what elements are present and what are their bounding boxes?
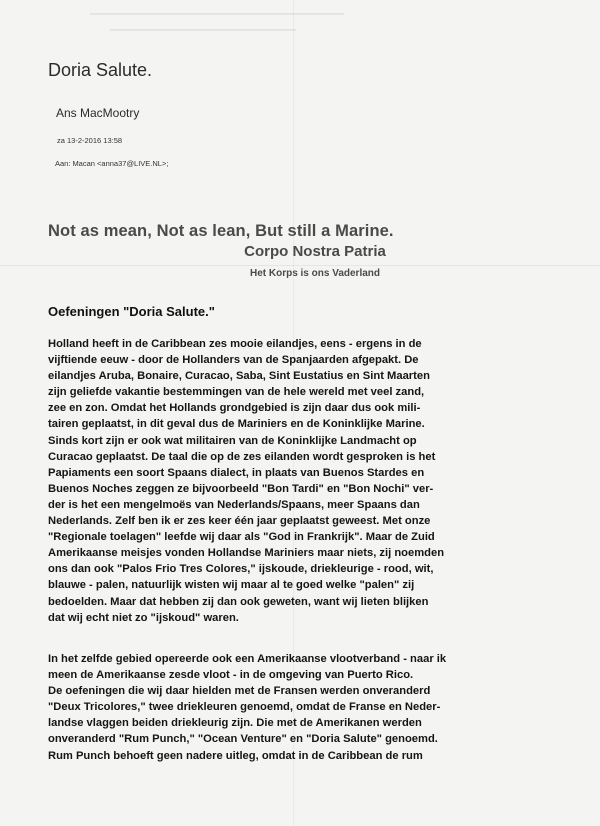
- paragraph-line: Rum Punch behoeft geen nadere uitleg, omdat in de Caribbean de rum: [48, 749, 423, 762]
- marine-motto: Not as mean, Not as lean, But still a Marine.: [48, 222, 394, 240]
- paragraph-line: der is het een mengelmoës van Nederlands/Spaans, meer Spaans dan: [48, 498, 420, 511]
- article-heading: Oefeningen "Doria Salute.": [48, 304, 215, 319]
- paragraph-line: De oefeningen die wij daar hielden met de Fransen werden onveranderd: [48, 685, 431, 698]
- paragraph-line: blauwe - palen, natuurlijk wisten wij maar al te goed welke "palen" zij: [48, 579, 415, 592]
- paragraph-line: Amerikaanse meisjes vonden Hollandse Mariniers maar niets, zij noemden: [48, 547, 445, 560]
- reverse-side-bleed-through: ▁▁▁▁▁▁▁▁▁▁▁▁▁▁▁▁▁▁▁▁▁▁▁▁▁▁▁▁▁▁ ▁▁▁▁▁▁▁▁▁▁▁▁▁▁▁▁▁▁▁▁▁▁: [90, 3, 344, 31]
- paragraph-line: zijn geliefde vakantie bestemmingen van de hele wereld met veel zand,: [48, 386, 425, 399]
- paragraph-line: zee en zon. Omdat het Hollands grondgebied is zijn daar dus ook mili-: [48, 402, 421, 415]
- motto-dutch: Het Korps is ons Vaderland: [249, 268, 381, 279]
- paper-fold-horizontal: [0, 265, 600, 266]
- paragraph-line: "Regionale toelagen" leefde wij daar als "God in Frankrijk". Maar de Zuid: [48, 531, 435, 544]
- email-datetime: za 13-2-2016 13:58: [57, 136, 123, 145]
- motto-latin: Corpo Nostra Patria: [244, 243, 386, 260]
- paragraph-line: eilandjes Aruba, Bonaire, Curacao, Saba, Sint Eustatius en Sint Maarten: [48, 370, 430, 383]
- email-subject: Doria Salute.: [48, 60, 153, 80]
- paragraph-line: ons dan ook "Palos Frio Tres Colores," ijskoude, driekleurige - rood, wit,: [48, 563, 434, 576]
- paragraph-line: In het zelfde gebied opereerde ook een Amerikaanse vlootverband - naar ik: [48, 653, 447, 665]
- paragraph-line: onveranderd "Rum Punch," "Ocean Venture" en "Doria Salute" genoemd.: [48, 733, 438, 746]
- recipient-line: [55, 159, 168, 168]
- paragraph-line: tairen geplaatst, in dit geval dus de Mariniers en de Koninklijke Marine.: [48, 418, 425, 431]
- paragraph-line: landse vlaggen beiden driekleurig zijn. Die met de Amerikanen werden: [48, 717, 422, 730]
- sender-name: Ans MacMootry: [56, 106, 140, 120]
- paragraph-line: dat wij echt niet zo "ijskoud" waren.: [48, 611, 239, 624]
- paragraph-line: vijftiende eeuw - door de Hollanders van de Spanjaarden afgepakt. De: [48, 354, 419, 367]
- paragraph-1: [48, 336, 578, 626]
- paragraph-line: Papiaments een soort Spaans dialect, in plaats van Buenos Stardes en: [48, 466, 425, 479]
- paragraph-line: Curacao geplaatst. De taal die op de zes eilanden wordt gesproken is het: [48, 450, 436, 463]
- paragraph-2: [48, 651, 578, 764]
- recipient-address: Macan <anna37@LIVE.NL>;: [72, 159, 169, 168]
- paragraph-line: Holland heeft in de Caribbean zes mooie eilandjes, eens - ergens in de: [48, 338, 422, 350]
- paragraph-line: "Deux Tricolores," twee driekleuren genoemd, omdat de Franse en Neder-: [48, 701, 441, 714]
- to-label: Aan:: [55, 159, 71, 168]
- paragraph-line: bedoelden. Maar dat hebben zij dan ook geweten, want wij lieten blijken: [48, 595, 429, 608]
- paragraph-line: Sinds kort zijn er ook wat militairen van de Koninklijke Landmacht op: [48, 434, 417, 447]
- paragraph-line: Buenos Noches zeggen ze bijvoorbeeld "Bon Tardi" en "Bon Nochi" ver-: [48, 482, 434, 495]
- paragraph-line: Nederlands. Zelf ben ik er zes keer één jaar geplaatst geweest. Met onze: [48, 515, 431, 528]
- paragraph-line: meen de Amerikaanse zesde vloot - in de omgeving van Puerto Rico.: [48, 669, 414, 682]
